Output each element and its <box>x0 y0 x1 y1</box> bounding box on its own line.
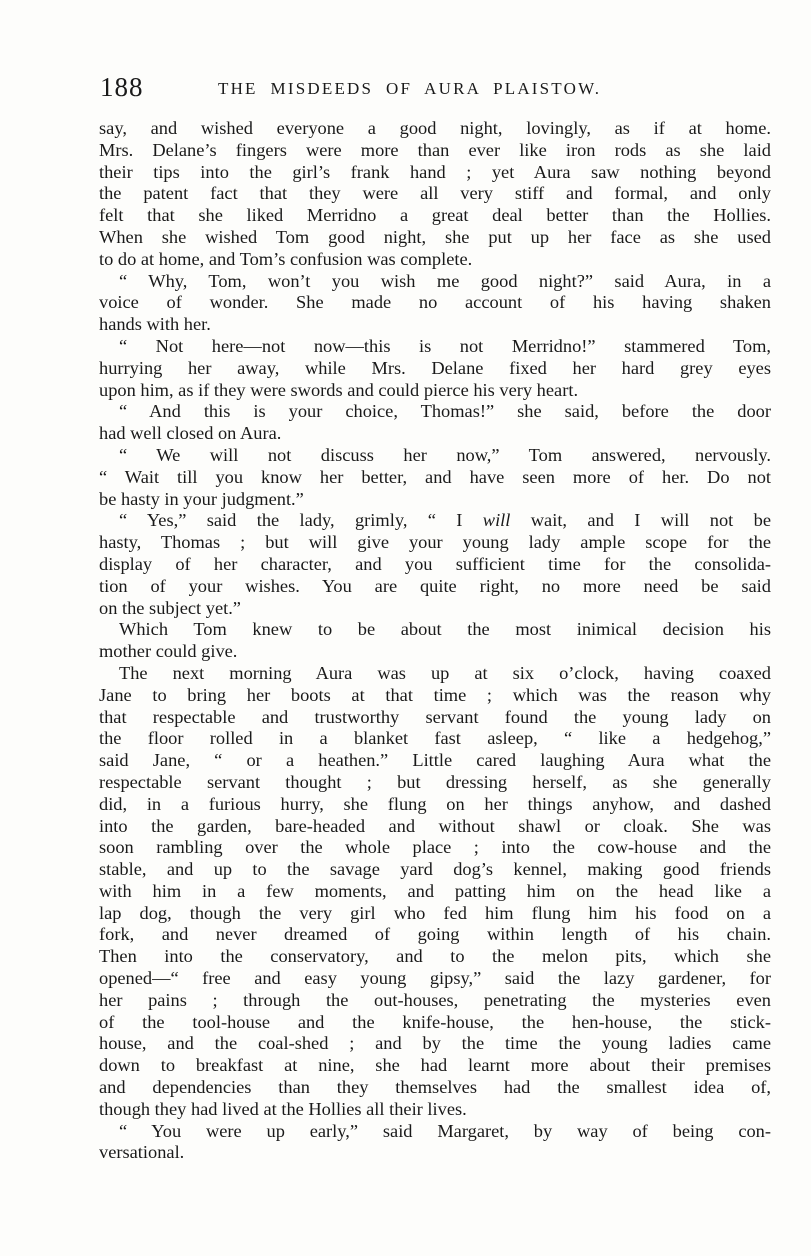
text-line: her pains ; through the out-houses, penetrating the mysteries even <box>99 989 771 1010</box>
text-line: hurrying her away, while Mrs. Delane fixed her hard grey eyes <box>99 357 771 378</box>
text-line: the patent fact that they were all very stiff and formal, and only <box>99 183 771 204</box>
text-line: opened—“ free and easy young gipsy,” said the lazy gardener, for <box>99 968 771 989</box>
text-line: hands with her. <box>99 314 211 335</box>
text-line: that respectable and trustworthy servant found the young lady on <box>99 706 771 727</box>
text-line: say, and wished everyone a good night, lovingly, as if at home. <box>99 118 771 138</box>
text-line: fork, and never dreamed of going within length of his chain. <box>99 924 771 945</box>
text-line: “ Not here—not now—this is not Merridno!” stammered Tom, <box>119 335 771 356</box>
text-line: their tips into the girl’s frank hand ; yet Aura saw nothing beyond <box>99 161 771 182</box>
text-line: “ And this is your choice, Thomas!” she said, before the door <box>119 401 771 422</box>
text-line: The next morning Aura was up at six o’clock, having coaxed <box>119 662 771 683</box>
text-line: the floor rolled in a blanket fast asleep, “ like a hedgehog,” <box>99 728 771 749</box>
text-line: voice of wonder. She made no account of his having shaken <box>99 292 771 313</box>
text-line: lap dog, though the very girl who fed him flung him his food on a <box>99 902 771 923</box>
text-line: “ We will not discuss her now,” Tom answered, nervously. <box>119 444 771 465</box>
text-line: tion of your wishes. You are quite right, no more need be said <box>99 575 771 596</box>
page-header <box>100 72 780 106</box>
text-line: mother could give. <box>99 641 238 662</box>
text-line: “ Why, Tom, won’t you wish me good night?” said Aura, in a <box>119 270 771 291</box>
body-text <box>99 118 771 1164</box>
running-title: THE MISDEEDS OF AURA PLAISTOW. <box>218 79 602 98</box>
text-line: hasty, Thomas ; but will give your young lady ample scope for the <box>99 532 771 553</box>
text-line: into the garden, bare-headed and without shawl or cloak. She was <box>99 815 771 836</box>
text-line: house, and the coal-shed ; and by the time the young ladies came <box>99 1033 771 1054</box>
text-line: felt that she liked Merridno a great deal better than the Hollies. <box>99 205 771 226</box>
text-line: soon rambling over the whole place ; into the cow-house and the <box>99 837 771 858</box>
text-line: stable, and up to the savage yard dog’s kennel, making good friends <box>99 859 771 880</box>
text-line: to do at home, and Tom’s confusion was complete. <box>99 248 473 269</box>
text-line: Then into the conservatory, and to the melon pits, which she <box>99 946 771 967</box>
text-line: had well closed on Aura. <box>99 423 282 444</box>
text-line: though they had lived at the Hollies all their lives. <box>99 1098 467 1119</box>
text-line: “ Yes,” said the lady, grimly, “ I will wait, and I will not be <box>119 510 771 531</box>
text-line: Which Tom knew to be about the most inimical decision his <box>119 619 771 640</box>
text-line: be hasty in your judgment.” <box>99 488 304 509</box>
text-line: Jane to bring her boots at that time ; which was the reason why <box>99 684 771 705</box>
text-line: respectable servant thought ; but dressing herself, as she generally <box>99 771 771 792</box>
text-line: Mrs. Delane’s fingers were more than ever like iron rods as she laid <box>99 139 771 160</box>
text-line: of the tool-house and the knife-house, the hen-house, the stick- <box>99 1011 771 1032</box>
text-line: down to breakfast at nine, she had learnt more about their premises <box>99 1055 771 1076</box>
text-line: upon him, as if they were swords and could pierce his very heart. <box>99 379 579 400</box>
text-line: with him in a few moments, and patting him on the head like a <box>99 880 771 901</box>
text-line: “ Wait till you know her better, and have seen more of her. Do not <box>99 466 771 487</box>
text-line: display of her character, and you sufficient time for the consolida- <box>99 553 771 574</box>
text-line: and dependencies than they themselves had the smallest idea of, <box>99 1077 771 1098</box>
text-line: on the subject yet.” <box>99 597 241 618</box>
text-line: “ You were up early,” said Margaret, by way of being con- <box>119 1120 771 1141</box>
text-line: versational. <box>99 1142 185 1163</box>
text-line: said Jane, “ or a heathen.” Little cared laughing Aura what the <box>99 750 771 771</box>
text-line: did, in a furious hurry, she flung on her things anyhow, and dashed <box>99 793 771 814</box>
page-number: 188 <box>100 72 144 102</box>
text-line: When she wished Tom good night, she put up her face as she used <box>99 226 771 247</box>
